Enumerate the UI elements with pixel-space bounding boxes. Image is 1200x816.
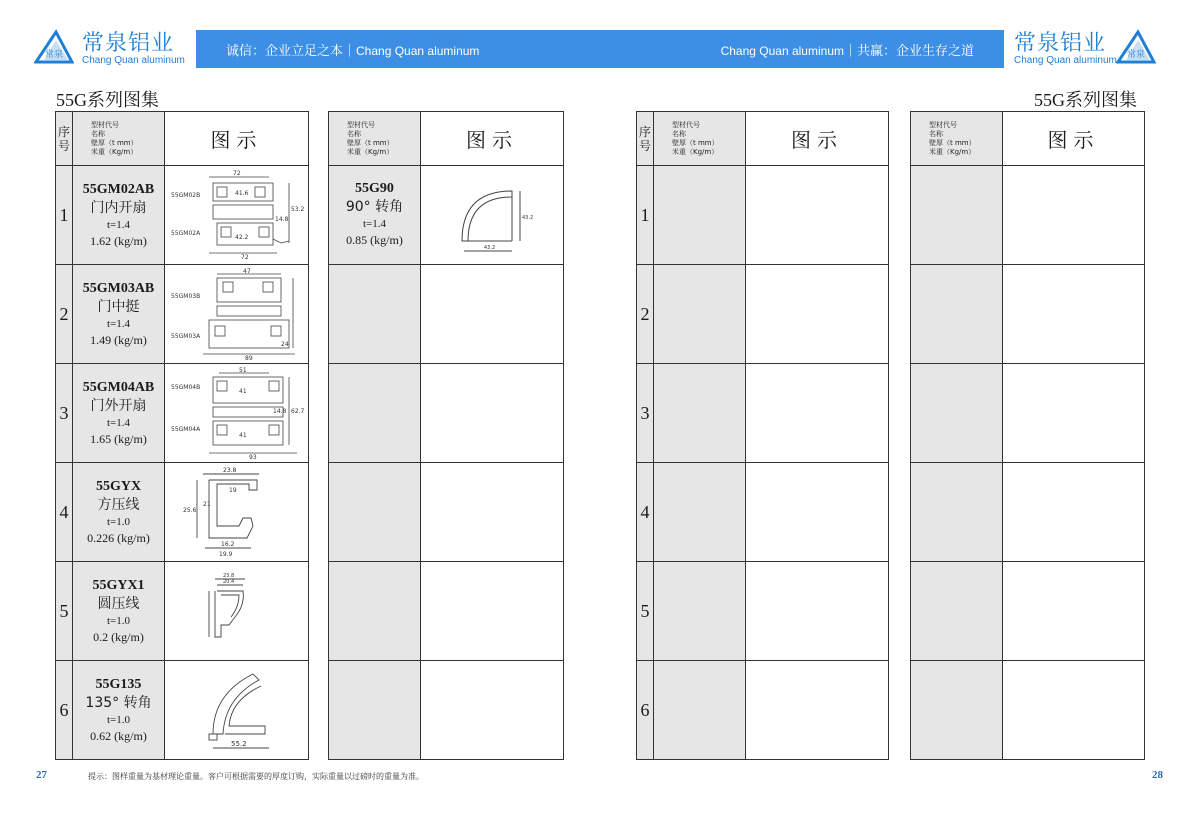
profile-weight: 0.226 (kg/m) xyxy=(87,531,150,545)
header-spec xyxy=(654,112,746,166)
empty-figure-cell xyxy=(746,562,889,661)
profile-weight: 1.49 (kg/m) xyxy=(90,333,147,347)
profile-figure-cell xyxy=(165,166,309,265)
page-number-left: 27 xyxy=(36,769,47,781)
profile-figure-cell xyxy=(165,661,309,760)
header-spec-thickness: 壁厚（t mm） xyxy=(91,138,138,147)
profile-thickness: t=1.4 xyxy=(106,318,130,330)
table-row xyxy=(637,562,889,661)
profile-drawing-55gm02ab xyxy=(169,169,305,261)
banner-right-text xyxy=(721,40,974,59)
dim-label: 20.4 xyxy=(222,579,234,585)
empty-figure-cell xyxy=(746,463,889,562)
dim-label: 41 xyxy=(238,388,247,395)
profile-name: 圆压线 xyxy=(97,596,140,612)
empty-figure-cell xyxy=(421,364,564,463)
profile-name: 90° 转角 xyxy=(345,199,404,215)
profile-weight: 1.62 (kg/m) xyxy=(90,234,147,248)
series-title-right: 55G系列图集 xyxy=(1034,90,1137,110)
part-label: 55GM02B xyxy=(170,192,200,199)
profile-code: 55GM03AB xyxy=(82,281,155,296)
empty-spec-cell xyxy=(911,265,1003,364)
profile-thickness: t=1.0 xyxy=(106,516,130,528)
header-figure-label: 图示 xyxy=(1047,128,1100,152)
table-row xyxy=(329,166,564,265)
dim-label: 23.8 xyxy=(222,573,234,579)
dim-label: 24 xyxy=(280,341,289,348)
header-spec-weight: 米重（Kg/m） xyxy=(347,147,394,156)
empty-spec-cell xyxy=(911,562,1003,661)
table-row xyxy=(911,166,1145,265)
table-row xyxy=(329,364,564,463)
profile-weight: 1.65 (kg/m) xyxy=(90,432,147,446)
profile-spec xyxy=(73,463,165,562)
dim-label: 43.2 xyxy=(484,245,496,251)
empty-figure-cell xyxy=(421,463,564,562)
part-label: 55GM03A xyxy=(170,333,200,340)
row-seq: 4 xyxy=(637,463,654,562)
row-seq: 6 xyxy=(637,661,654,760)
row-seq: 6 xyxy=(56,661,73,760)
banner-right-en: Chang Quan aluminum xyxy=(720,44,844,58)
row-seq: 3 xyxy=(637,364,654,463)
profile-spec xyxy=(73,661,165,760)
profile-figure-cell xyxy=(165,265,309,364)
row-seq: 2 xyxy=(56,265,73,364)
part-label: 55GM02A xyxy=(170,230,200,237)
profile-spec xyxy=(73,265,165,364)
dim-label: 72 xyxy=(232,170,241,177)
banner-left-text xyxy=(226,40,479,59)
header-spec-code: 型材代号 xyxy=(929,120,957,129)
empty-figure-cell xyxy=(421,661,564,760)
dim-label: 93 xyxy=(248,454,257,459)
header-spec xyxy=(911,112,1003,166)
table-row xyxy=(637,364,889,463)
empty-spec-cell xyxy=(654,364,746,463)
table-row xyxy=(56,562,309,661)
dim-label: 41.6 xyxy=(234,190,248,197)
header-spec-name: 名称 xyxy=(91,129,105,138)
header-figure xyxy=(746,112,889,166)
logo-mark-text: 常泉 xyxy=(44,50,64,60)
series-title-left: 55G系列图集 xyxy=(56,90,159,110)
profile-spec xyxy=(329,166,421,265)
table-row xyxy=(56,661,309,760)
empty-spec-cell xyxy=(329,661,421,760)
profile-figure-cell xyxy=(165,562,309,661)
header-figure xyxy=(421,112,564,166)
header-spec-weight: 米重（Kg/m） xyxy=(929,147,976,156)
profile-name: 135° 转角 xyxy=(85,695,152,711)
dim-label: 51 xyxy=(238,367,247,374)
profile-spec xyxy=(73,562,165,661)
dim-label: 43.2 xyxy=(522,215,534,221)
dim-label: 53.2 xyxy=(290,206,304,213)
header-figure xyxy=(1003,112,1145,166)
row-seq: 1 xyxy=(56,166,73,265)
table-row xyxy=(637,166,889,265)
header-figure xyxy=(165,112,309,166)
profile-weight: 0.85 (kg/m) xyxy=(346,233,403,247)
profile-thickness: t=1.4 xyxy=(106,219,130,231)
row-seq: 4 xyxy=(56,463,73,562)
profile-code: 55GM04AB xyxy=(82,380,155,395)
profile-code: 55G90 xyxy=(355,181,394,196)
empty-spec-cell xyxy=(329,265,421,364)
profile-thickness: t=1.0 xyxy=(106,714,130,726)
brand-name-en: Chang Quan aluminum xyxy=(1014,55,1117,66)
profile-drawing-55g90 xyxy=(424,169,560,261)
profile-code: 55GYX xyxy=(95,479,142,494)
table-row xyxy=(911,463,1145,562)
brand-logo-icon xyxy=(1116,26,1156,66)
dim-label: 72 xyxy=(240,254,249,261)
empty-spec-cell xyxy=(329,562,421,661)
profile-name: 方压线 xyxy=(97,497,140,513)
profile-table-right-2 xyxy=(910,111,1145,760)
header-figure-label: 图示 xyxy=(210,128,263,152)
part-label: 55GM04A xyxy=(170,426,200,433)
row-seq: 2 xyxy=(637,265,654,364)
table-row xyxy=(329,265,564,364)
table-row xyxy=(911,265,1145,364)
header-seq-label: 序号 xyxy=(58,124,71,153)
row-seq: 1 xyxy=(637,166,654,265)
brand-logo-icon xyxy=(34,26,74,66)
profile-table-left-1 xyxy=(55,111,309,760)
table-row xyxy=(329,463,564,562)
empty-figure-cell xyxy=(1003,463,1145,562)
table-row xyxy=(911,364,1145,463)
empty-figure-cell xyxy=(1003,265,1145,364)
profile-code: 55GYX1 xyxy=(92,578,145,593)
table-row xyxy=(637,265,889,364)
profile-drawing-55gm04ab xyxy=(169,367,305,459)
empty-figure-cell xyxy=(421,265,564,364)
header-spec-thickness: 壁厚（t mm） xyxy=(929,138,976,147)
header-figure-label: 图示 xyxy=(466,128,518,152)
table-row xyxy=(637,463,889,562)
empty-spec-cell xyxy=(654,463,746,562)
profile-drawing-55gm03ab xyxy=(169,268,305,360)
profile-name: 门中挺 xyxy=(97,299,140,315)
row-seq: 5 xyxy=(56,562,73,661)
profile-name: 门外开扇 xyxy=(90,398,147,414)
profile-thickness: t=1.4 xyxy=(362,218,386,230)
dim-label: 62.7 xyxy=(290,408,304,415)
slogan-banner xyxy=(196,30,1004,68)
profile-spec xyxy=(73,166,165,265)
empty-spec-cell xyxy=(654,265,746,364)
profile-drawing-55gyx1 xyxy=(169,565,305,657)
header-spec-thickness: 壁厚（t mm） xyxy=(672,138,719,147)
empty-figure-cell xyxy=(1003,562,1145,661)
dim-label: 25.6 xyxy=(182,507,196,514)
profile-name: 门内开扇 xyxy=(90,200,147,216)
table-row xyxy=(56,265,309,364)
header-seq xyxy=(637,112,654,166)
header-spec-weight: 米重（Kg/m） xyxy=(91,147,138,156)
dim-label: 14.8 xyxy=(274,216,288,223)
header-spec-thickness: 壁厚（t mm） xyxy=(347,138,394,147)
dim-label: 23.8 xyxy=(222,467,236,474)
empty-figure-cell xyxy=(1003,364,1145,463)
dim-label: 21 xyxy=(202,501,211,508)
part-label: 55GM04B xyxy=(170,384,200,391)
dim-label: 55.2 xyxy=(230,740,247,748)
part-label: 55GM03B xyxy=(170,293,200,300)
header-spec-name: 名称 xyxy=(672,129,686,138)
brand-name-en: Chang Quan aluminum xyxy=(82,55,185,66)
logo-mark-text: 常泉 xyxy=(1126,50,1146,60)
header-seq-label: 序号 xyxy=(639,124,652,153)
profile-drawing-55gyx xyxy=(169,466,305,558)
header-spec-name: 名称 xyxy=(929,129,943,138)
profile-weight: 0.2 (kg/m) xyxy=(93,630,144,644)
empty-spec-cell xyxy=(911,364,1003,463)
dim-label: 16.2 xyxy=(220,541,234,548)
profile-figure-cell xyxy=(165,463,309,562)
header-spec-name: 名称 xyxy=(347,129,361,138)
header-spec-code: 型材代号 xyxy=(347,120,375,129)
profile-figure-cell xyxy=(421,166,564,265)
table-row xyxy=(56,166,309,265)
profile-thickness: t=1.4 xyxy=(106,417,130,429)
header-spec-code: 型材代号 xyxy=(91,120,119,129)
empty-spec-cell xyxy=(329,463,421,562)
empty-figure-cell xyxy=(421,562,564,661)
empty-spec-cell xyxy=(911,166,1003,265)
dim-label: 19 xyxy=(228,487,237,494)
profile-spec xyxy=(73,364,165,463)
empty-figure-cell xyxy=(746,166,889,265)
empty-spec-cell xyxy=(911,661,1003,760)
empty-figure-cell xyxy=(1003,661,1145,760)
dim-label: 42.2 xyxy=(234,234,248,241)
dim-label: 89 xyxy=(244,355,253,360)
empty-spec-cell xyxy=(654,166,746,265)
header-seq xyxy=(56,112,73,166)
banner-right-cn: ｜共赢：企业生存之道 xyxy=(843,44,974,59)
table-row xyxy=(637,661,889,760)
dim-label: 19.9 xyxy=(218,551,232,558)
profile-figure-cell xyxy=(165,364,309,463)
empty-figure-cell xyxy=(746,661,889,760)
empty-spec-cell xyxy=(329,364,421,463)
empty-figure-cell xyxy=(746,364,889,463)
table-row xyxy=(56,364,309,463)
profile-table-left-2 xyxy=(328,111,564,760)
dim-label: 41 xyxy=(238,432,247,439)
banner-left-cn: 诚信：企业立足之本｜ xyxy=(226,44,357,59)
header-spec xyxy=(329,112,421,166)
profile-table-right-1 xyxy=(636,111,889,760)
row-seq: 5 xyxy=(637,562,654,661)
header-spec xyxy=(73,112,165,166)
header-figure-label: 图示 xyxy=(791,128,843,152)
table-row xyxy=(911,562,1145,661)
profile-code: 55G135 xyxy=(95,677,142,692)
empty-spec-cell xyxy=(911,463,1003,562)
brand-name-cn: 常泉铝业 xyxy=(82,31,175,56)
dim-label: 47 xyxy=(242,268,251,275)
empty-figure-cell xyxy=(746,265,889,364)
empty-spec-cell xyxy=(654,562,746,661)
profile-code: 55GM02AB xyxy=(82,182,155,197)
table-row xyxy=(329,562,564,661)
table-row xyxy=(911,661,1145,760)
header-spec-code: 型材代号 xyxy=(672,120,700,129)
header-spec-weight: 米重（Kg/m） xyxy=(672,147,719,156)
profile-drawing-55g135 xyxy=(169,664,305,756)
profile-weight: 0.62 (kg/m) xyxy=(90,729,147,743)
empty-spec-cell xyxy=(654,661,746,760)
brand-logo-right xyxy=(1010,20,1180,72)
profile-thickness: t=1.0 xyxy=(106,615,130,627)
row-seq: 3 xyxy=(56,364,73,463)
dim-label: 14.8 xyxy=(272,408,286,415)
brand-name-cn: 常泉铝业 xyxy=(1014,31,1107,56)
empty-figure-cell xyxy=(1003,166,1145,265)
page-number-right: 28 xyxy=(1152,769,1163,781)
table-row xyxy=(56,463,309,562)
weight-note: 提示：图样重量为基材理论重量。客户可根据需要的厚度订购，实际重量以过磅时的重量为准。 xyxy=(88,772,424,781)
table-row xyxy=(329,661,564,760)
banner-left-en: Chang Quan aluminum xyxy=(356,44,480,58)
